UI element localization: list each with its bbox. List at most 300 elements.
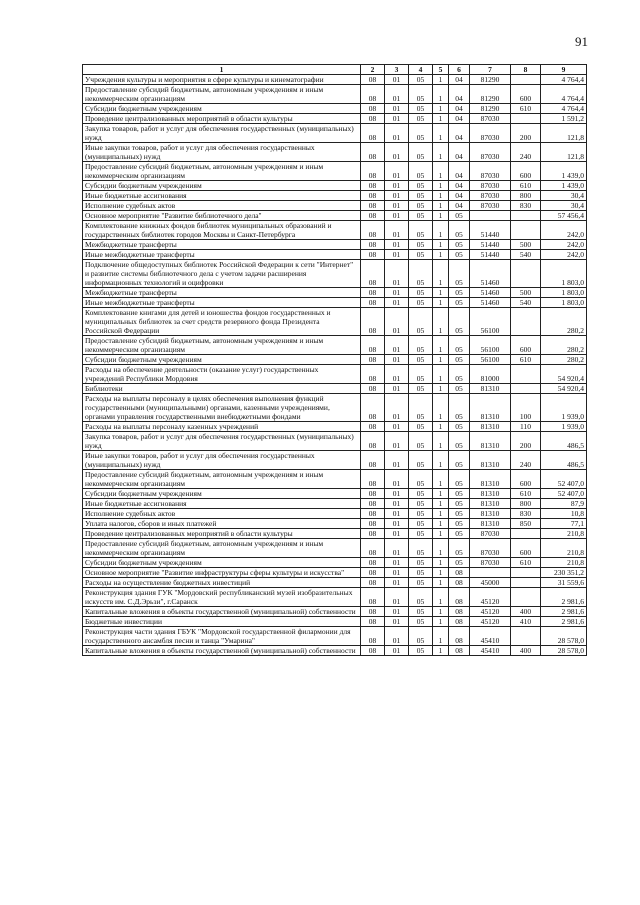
subsection-code-cell: 01 [385,336,409,355]
activity-code-cell: 04 [449,114,470,124]
row-name-cell: Субсидии бюджетным учреждениям [83,558,361,568]
row-name-cell: Субсидии бюджетным учреждениям [83,181,361,191]
table-row [83,114,587,124]
subprogram-code-cell: 1 [433,470,449,489]
program-code-cell: 05 [409,250,433,260]
direction-code-cell: 45120 [470,607,511,617]
program-code-cell: 05 [409,308,433,336]
program-code-cell: 05 [409,124,433,143]
subprogram-code-cell: 1 [433,288,449,298]
activity-code-cell: 04 [449,181,470,191]
table-row [83,499,587,509]
program-code-cell: 05 [409,288,433,298]
section-code-cell: 08 [361,336,385,355]
subsection-code-cell: 01 [385,539,409,558]
subprogram-code-cell: 1 [433,588,449,607]
table-row [83,588,587,607]
expense-type-cell [511,568,541,578]
program-code-cell: 05 [409,355,433,365]
direction-code-cell: 56100 [470,355,511,365]
program-code-cell: 05 [409,451,433,470]
section-code-cell: 08 [361,114,385,124]
table-row [83,422,587,432]
subprogram-code-cell: 1 [433,422,449,432]
amount-cell: 210,8 [541,558,587,568]
subsection-code-cell: 01 [385,181,409,191]
expense-type-cell: 240 [511,451,541,470]
expense-type-cell: 410 [511,617,541,627]
program-code-cell: 05 [409,617,433,627]
subprogram-code-cell: 1 [433,432,449,451]
activity-code-cell: 08 [449,617,470,627]
table-row [83,201,587,211]
subprogram-code-cell: 1 [433,104,449,114]
activity-code-cell: 05 [449,529,470,539]
subprogram-code-cell: 1 [433,617,449,627]
amount-cell: 28 578,0 [541,646,587,656]
subsection-code-cell: 01 [385,298,409,308]
column-header: 4 [409,65,433,75]
expense-type-cell: 200 [511,432,541,451]
direction-code-cell [470,211,511,221]
activity-code-cell: 08 [449,568,470,578]
expense-type-cell [511,365,541,384]
subprogram-code-cell: 1 [433,607,449,617]
amount-cell: 1 939,0 [541,422,587,432]
expense-type-cell: 600 [511,336,541,355]
activity-code-cell: 08 [449,627,470,646]
direction-code-cell: 81310 [470,470,511,489]
expense-type-cell [511,384,541,394]
row-name-cell: Предоставление субсидий бюджетным, автономным учреждениям и иным некоммерческим организациям [83,162,361,181]
table-row [83,298,587,308]
subsection-code-cell: 01 [385,499,409,509]
amount-cell: 1 439,0 [541,181,587,191]
subprogram-code-cell: 1 [433,355,449,365]
row-name-cell: Иные межбюджетные трансферты [83,298,361,308]
expense-type-cell: 600 [511,539,541,558]
direction-code-cell: 87030 [470,143,511,162]
expense-type-cell [511,260,541,288]
table-row [83,336,587,355]
expense-type-cell [511,308,541,336]
section-code-cell: 08 [361,288,385,298]
budget-table [82,64,587,656]
direction-code-cell: 81310 [470,451,511,470]
row-name-cell: Учреждения культуры и мероприятия в сфере культуры и кинематографии [83,75,361,85]
subprogram-code-cell: 1 [433,162,449,181]
program-code-cell: 05 [409,384,433,394]
program-code-cell: 05 [409,240,433,250]
amount-cell: 1 439,0 [541,162,587,181]
activity-code-cell: 04 [449,162,470,181]
direction-code-cell: 81310 [470,384,511,394]
subprogram-code-cell: 1 [433,451,449,470]
section-code-cell: 08 [361,627,385,646]
direction-code-cell: 81310 [470,394,511,422]
subsection-code-cell: 01 [385,240,409,250]
activity-code-cell: 05 [449,539,470,558]
row-name-cell: Капитальные вложения в объекты государственной (муниципальной) собственности [83,646,361,656]
direction-code-cell: 87030 [470,114,511,124]
section-code-cell: 08 [361,617,385,627]
activity-code-cell: 08 [449,578,470,588]
row-name-cell: Проведение централизованных мероприятий в области культуры [83,114,361,124]
direction-code-cell: 87030 [470,191,511,201]
direction-code-cell: 81310 [470,489,511,499]
section-code-cell: 08 [361,181,385,191]
row-name-cell: Реконструкция части здания ГБУК "Мордовской государственной филармонии для государственного ансамбля песни и танца "Умарина" [83,627,361,646]
direction-code-cell: 87030 [470,162,511,181]
subsection-code-cell: 01 [385,221,409,240]
activity-code-cell: 05 [449,240,470,250]
activity-code-cell: 05 [449,384,470,394]
subprogram-code-cell: 1 [433,646,449,656]
table-row [83,646,587,656]
table-row [83,75,587,85]
section-code-cell: 08 [361,75,385,85]
row-name-cell: Предоставление субсидий бюджетным, автономным учреждениям и иным некоммерческим организациям [83,539,361,558]
table-row [83,509,587,519]
column-header: 6 [449,65,470,75]
section-code-cell: 08 [361,394,385,422]
column-header: 3 [385,65,409,75]
expense-type-cell: 400 [511,607,541,617]
amount-cell: 230 351,2 [541,568,587,578]
activity-code-cell: 05 [449,422,470,432]
row-name-cell: Иные бюджетные ассигнования [83,499,361,509]
row-name-cell: Исполнение судебных актов [83,201,361,211]
section-code-cell: 08 [361,578,385,588]
amount-cell: 1 591,2 [541,114,587,124]
amount-cell: 210,8 [541,529,587,539]
table-row [83,617,587,627]
amount-cell: 280,2 [541,355,587,365]
direction-code-cell: 87030 [470,558,511,568]
activity-code-cell: 04 [449,124,470,143]
program-code-cell: 05 [409,75,433,85]
row-name-cell: Закупка товаров, работ и услуг для обеспечения государственных (муниципальных) нужд [83,432,361,451]
expense-type-cell: 110 [511,422,541,432]
table-row [83,470,587,489]
subsection-code-cell: 01 [385,578,409,588]
direction-code-cell: 56100 [470,308,511,336]
section-code-cell: 08 [361,451,385,470]
amount-cell: 57 456,4 [541,211,587,221]
program-code-cell: 05 [409,499,433,509]
direction-code-cell: 45120 [470,588,511,607]
activity-code-cell: 05 [449,394,470,422]
section-code-cell: 08 [361,308,385,336]
program-code-cell: 05 [409,519,433,529]
section-code-cell: 08 [361,607,385,617]
subsection-code-cell: 01 [385,607,409,617]
amount-cell: 242,0 [541,221,587,240]
section-code-cell: 08 [361,260,385,288]
table-row [83,529,587,539]
section-code-cell: 08 [361,529,385,539]
section-code-cell: 08 [361,143,385,162]
subprogram-code-cell: 1 [433,240,449,250]
program-code-cell: 05 [409,181,433,191]
direction-code-cell: 81310 [470,422,511,432]
direction-code-cell: 87030 [470,529,511,539]
activity-code-cell: 05 [449,489,470,499]
row-name-cell: Иные бюджетные ассигнования [83,191,361,201]
row-name-cell: Реконструкция здания ГУК "Мордовский республиканский музей изобразительных искусств им. С.Д.Эрьзи", г.Саранск [83,588,361,607]
program-code-cell: 05 [409,529,433,539]
direction-code-cell: 81000 [470,365,511,384]
expense-type-cell: 600 [511,162,541,181]
amount-cell: 2 981,6 [541,607,587,617]
direction-code-cell: 81290 [470,75,511,85]
direction-code-cell: 81310 [470,509,511,519]
amount-cell: 1 803,0 [541,298,587,308]
section-code-cell: 08 [361,201,385,211]
row-name-cell: Основное мероприятие "Развитие библиотечного дела" [83,211,361,221]
direction-code-cell: 51440 [470,221,511,240]
direction-code-cell: 45410 [470,646,511,656]
activity-code-cell: 05 [449,432,470,451]
amount-cell: 210,8 [541,539,587,558]
amount-cell: 52 407,0 [541,489,587,499]
program-code-cell: 05 [409,489,433,499]
activity-code-cell: 04 [449,201,470,211]
expense-type-cell: 610 [511,104,541,114]
direction-code-cell: 81290 [470,85,511,104]
subsection-code-cell: 01 [385,191,409,201]
subsection-code-cell: 01 [385,558,409,568]
subprogram-code-cell: 1 [433,124,449,143]
subsection-code-cell: 01 [385,432,409,451]
column-header: 9 [541,65,587,75]
expense-type-cell [511,529,541,539]
row-name-cell: Межбюджетные трансферты [83,240,361,250]
activity-code-cell: 04 [449,143,470,162]
direction-code-cell: 87030 [470,124,511,143]
amount-cell: 242,0 [541,250,587,260]
row-name-cell: Субсидии бюджетным учреждениям [83,355,361,365]
program-code-cell: 05 [409,627,433,646]
expense-type-cell: 540 [511,250,541,260]
subsection-code-cell: 01 [385,588,409,607]
subsection-code-cell: 01 [385,75,409,85]
program-code-cell: 05 [409,422,433,432]
column-header: 1 [83,65,361,75]
table-row [83,104,587,114]
row-name-cell: Субсидии бюджетным учреждениям [83,489,361,499]
section-code-cell: 08 [361,509,385,519]
subsection-code-cell: 01 [385,114,409,124]
column-header: 5 [433,65,449,75]
row-name-cell: Предоставление субсидий бюджетным, автономным учреждениям и иным некоммерческим организациям [83,85,361,104]
section-code-cell: 08 [361,519,385,529]
activity-code-cell: 04 [449,85,470,104]
direction-code-cell: 81290 [470,104,511,114]
row-name-cell: Подключение общедоступных библиотек Российской Федерации к сети "Интернет" и развитие системы библиотечного дела с учетом задачи расширения информационных технологий и оцифровки [83,260,361,288]
subprogram-code-cell: 1 [433,308,449,336]
table-row [83,365,587,384]
subprogram-code-cell: 1 [433,143,449,162]
subprogram-code-cell: 1 [433,394,449,422]
activity-code-cell: 05 [449,499,470,509]
expense-type-cell: 100 [511,394,541,422]
activity-code-cell: 05 [449,288,470,298]
subsection-code-cell: 01 [385,394,409,422]
amount-cell: 2 981,6 [541,617,587,627]
table-row [83,568,587,578]
amount-cell: 31 559,6 [541,578,587,588]
subprogram-code-cell: 1 [433,627,449,646]
subprogram-code-cell: 1 [433,201,449,211]
activity-code-cell: 05 [449,558,470,568]
program-code-cell: 05 [409,162,433,181]
program-code-cell: 05 [409,211,433,221]
expense-type-cell: 800 [511,191,541,201]
subsection-code-cell: 01 [385,211,409,221]
subsection-code-cell: 01 [385,365,409,384]
expense-type-cell [511,221,541,240]
row-name-cell: Расходы на осуществление бюджетных инвестиций [83,578,361,588]
row-name-cell: Исполнение судебных актов [83,509,361,519]
subprogram-code-cell: 1 [433,529,449,539]
row-name-cell: Предоставление субсидий бюджетным, автономным учреждениям и иным некоммерческим организациям [83,336,361,355]
direction-code-cell: 51460 [470,288,511,298]
amount-cell: 77,1 [541,519,587,529]
row-name-cell: Предоставление субсидий бюджетным, автономным учреждениям и иным некоммерческим организациям [83,470,361,489]
activity-code-cell: 05 [449,470,470,489]
subprogram-code-cell: 1 [433,365,449,384]
expense-type-cell [511,588,541,607]
table-row [83,539,587,558]
subsection-code-cell: 01 [385,627,409,646]
subprogram-code-cell: 1 [433,260,449,288]
expense-type-cell [511,627,541,646]
activity-code-cell: 05 [449,221,470,240]
table-row [83,260,587,288]
table-row [83,384,587,394]
program-code-cell: 05 [409,568,433,578]
subsection-code-cell: 01 [385,288,409,298]
subsection-code-cell: 01 [385,308,409,336]
program-code-cell: 05 [409,607,433,617]
table-row [83,250,587,260]
expense-type-cell: 830 [511,201,541,211]
section-code-cell: 08 [361,85,385,104]
expense-type-cell: 800 [511,499,541,509]
subprogram-code-cell: 1 [433,85,449,104]
program-code-cell: 05 [409,578,433,588]
section-code-cell: 08 [361,162,385,181]
activity-code-cell: 04 [449,104,470,114]
row-name-cell: Закупка товаров, работ и услуг для обеспечения государственных (муниципальных) нужд [83,124,361,143]
activity-code-cell: 05 [449,451,470,470]
table-row [83,221,587,240]
expense-type-cell: 610 [511,181,541,191]
amount-cell: 54 920,4 [541,365,587,384]
amount-cell: 2 981,6 [541,588,587,607]
amount-cell: 28 578,0 [541,627,587,646]
table-row [83,85,587,104]
activity-code-cell: 08 [449,607,470,617]
section-code-cell: 08 [361,298,385,308]
expense-type-cell: 500 [511,240,541,250]
section-code-cell: 08 [361,240,385,250]
section-code-cell: 08 [361,384,385,394]
activity-code-cell: 04 [449,191,470,201]
table-row [83,308,587,336]
amount-cell: 30,4 [541,201,587,211]
row-name-cell: Библиотеки [83,384,361,394]
subprogram-code-cell: 1 [433,519,449,529]
program-code-cell: 05 [409,646,433,656]
section-code-cell: 08 [361,250,385,260]
row-name-cell: Капитальные вложения в объекты государственной (муниципальной) собственности [83,607,361,617]
row-name-cell: Бюджетные инвестиции [83,617,361,627]
activity-code-cell: 08 [449,646,470,656]
subsection-code-cell: 01 [385,509,409,519]
program-code-cell: 05 [409,201,433,211]
direction-code-cell: 81310 [470,499,511,509]
subsection-code-cell: 01 [385,617,409,627]
subprogram-code-cell: 1 [433,211,449,221]
expense-type-cell: 850 [511,519,541,529]
activity-code-cell: 05 [449,250,470,260]
expense-type-cell: 240 [511,143,541,162]
program-code-cell: 05 [409,394,433,422]
amount-cell: 486,5 [541,451,587,470]
table-row [83,240,587,250]
subprogram-code-cell: 1 [433,384,449,394]
activity-code-cell: 05 [449,365,470,384]
direction-code-cell: 81310 [470,519,511,529]
row-name-cell: Уплата налогов, сборов и иных платежей [83,519,361,529]
program-code-cell: 05 [409,509,433,519]
amount-cell: 121,8 [541,143,587,162]
table-body [83,75,587,656]
row-name-cell: Иные межбюджетные трансферты [83,250,361,260]
direction-code-cell: 81310 [470,432,511,451]
subsection-code-cell: 01 [385,85,409,104]
table-row [83,191,587,201]
program-code-cell: 05 [409,539,433,558]
section-code-cell: 08 [361,568,385,578]
activity-code-cell: 05 [449,260,470,288]
table-row [83,607,587,617]
expense-type-cell: 500 [511,288,541,298]
row-name-cell: Основное мероприятие "Развитие инфраструктуры сферы культуры и искусства" [83,568,361,578]
subprogram-code-cell: 1 [433,181,449,191]
expense-type-cell: 600 [511,470,541,489]
activity-code-cell: 05 [449,308,470,336]
subprogram-code-cell: 1 [433,114,449,124]
direction-code-cell: 45000 [470,578,511,588]
amount-cell: 280,2 [541,308,587,336]
section-code-cell: 08 [361,432,385,451]
subprogram-code-cell: 1 [433,75,449,85]
amount-cell: 280,2 [541,336,587,355]
program-code-cell: 05 [409,432,433,451]
subprogram-code-cell: 1 [433,578,449,588]
expense-type-cell [511,75,541,85]
section-code-cell: 08 [361,499,385,509]
activity-code-cell: 05 [449,298,470,308]
direction-code-cell: 56100 [470,336,511,355]
amount-cell: 10,8 [541,509,587,519]
section-code-cell: 08 [361,124,385,143]
expense-type-cell: 600 [511,85,541,104]
column-header: 2 [361,65,385,75]
